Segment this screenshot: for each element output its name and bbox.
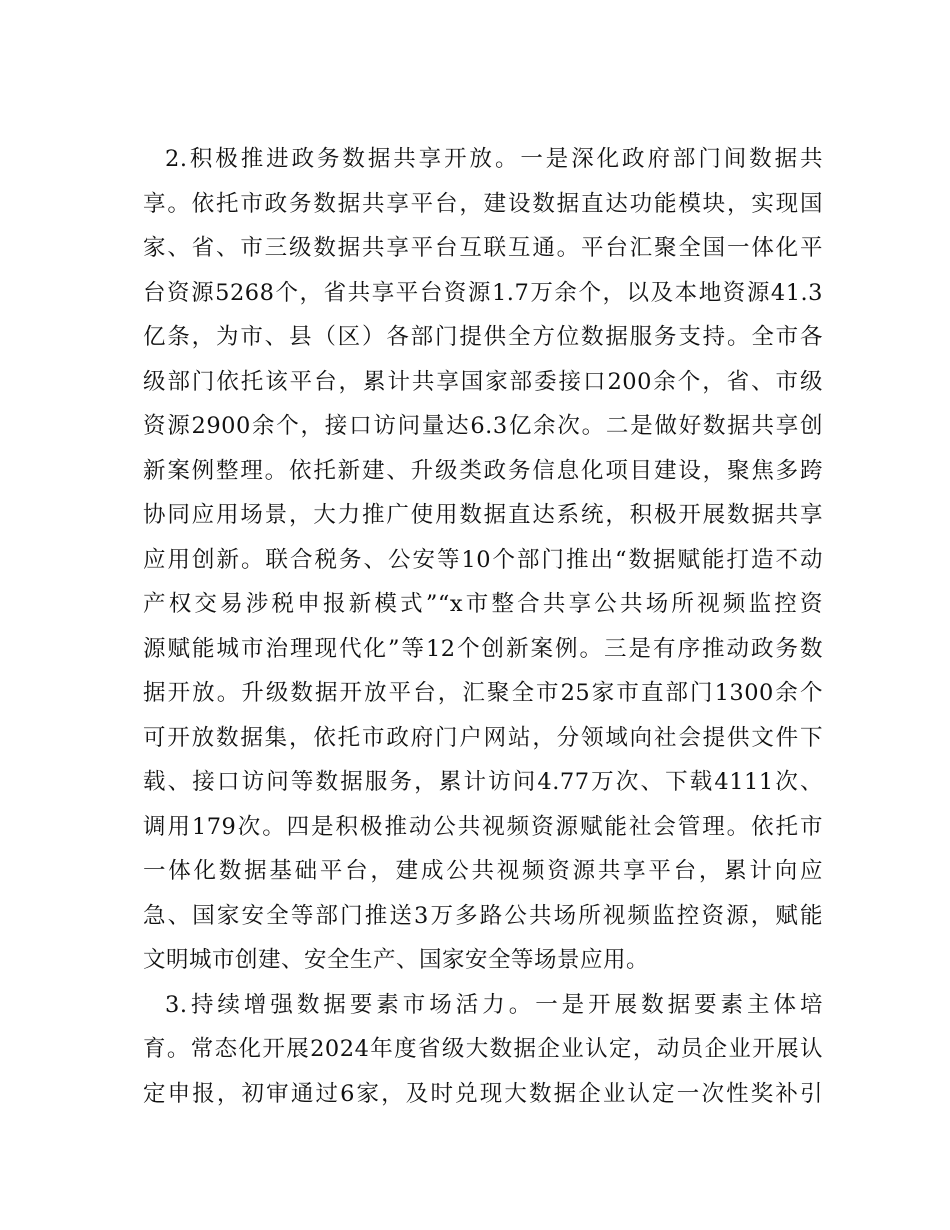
- body-text: [143, 137, 823, 1116]
- paragraph-line: 定申报，初审通过6家，及时兑现大数据企业认定一次性奖补引: [143, 1080, 823, 1107]
- paragraph-line: 级部门依托该平台，累计共享国家部委接口200余个，省、市级: [143, 368, 823, 395]
- paragraph-line: 文明城市创建、安全生产、国家安全等场景应用。: [143, 947, 650, 973]
- paragraph-line: 应用创新。联合税务、公安等10个部门推出“数据赋能打造不动: [143, 546, 823, 573]
- paragraph-line: 急、国家安全等部门推送3万多路公共场所视频监控资源，赋能: [143, 902, 823, 929]
- paragraph-line: 育。常态化开展2024年度省级大数据企业认定，动员企业开展认: [143, 1036, 823, 1062]
- paragraph-line: 调用179次。四是积极推动公共视频资源赋能社会管理。依托市: [143, 813, 823, 840]
- paragraph-line: 载、接口访问等数据服务，累计访问4.77万次、下载4111次、: [143, 769, 823, 795]
- paragraph-line: 可开放数据集，依托市政府门户网站，分领域向社会提供文件下: [143, 724, 823, 751]
- paragraph-line: 产权交易涉税申报新模式”“x市整合共享公共场所视频监控资: [143, 591, 823, 617]
- paragraph-line: 一体化数据基础平台，建成公共视频资源共享平台，累计向应: [143, 858, 823, 884]
- paragraph-line: 3.持续增强数据要素市场活力。一是开展数据要素主体培: [165, 991, 823, 1018]
- paragraph-line: 亿条，为市、县（区）各部门提供全方位数据服务支持。全市各: [143, 324, 823, 350]
- paragraph-line: 家、省、市三级数据共享平台互联互通。平台汇聚全国一体化平: [143, 235, 823, 261]
- paragraph-line: 2.积极推进政务数据共享开放。一是深化政府部门间数据共: [165, 146, 823, 172]
- paragraph-line: 据开放。升级数据开放平台，汇聚全市25家市直部门1300余个: [143, 680, 823, 706]
- paragraph-line: 享。依托市政务数据共享平台，建设数据直达功能模块，实现国: [143, 190, 823, 217]
- paragraph-line: 协同应用场景，大力推广使用数据直达系统，积极开展数据共享: [143, 502, 823, 528]
- paragraph-line: 源赋能城市治理现代化”等12个创新案例。三是有序推动政务数: [143, 635, 823, 662]
- paragraph-line: 台资源5268个，省共享平台资源1.7万余个，以及本地资源41.3: [143, 279, 823, 306]
- paragraph-line: 新案例整理。依托新建、升级类政务信息化项目建设，聚焦多跨: [143, 457, 823, 484]
- paragraph-line: 资源2900余个，接口访问量达6.3亿余次。二是做好数据共享创: [143, 413, 823, 439]
